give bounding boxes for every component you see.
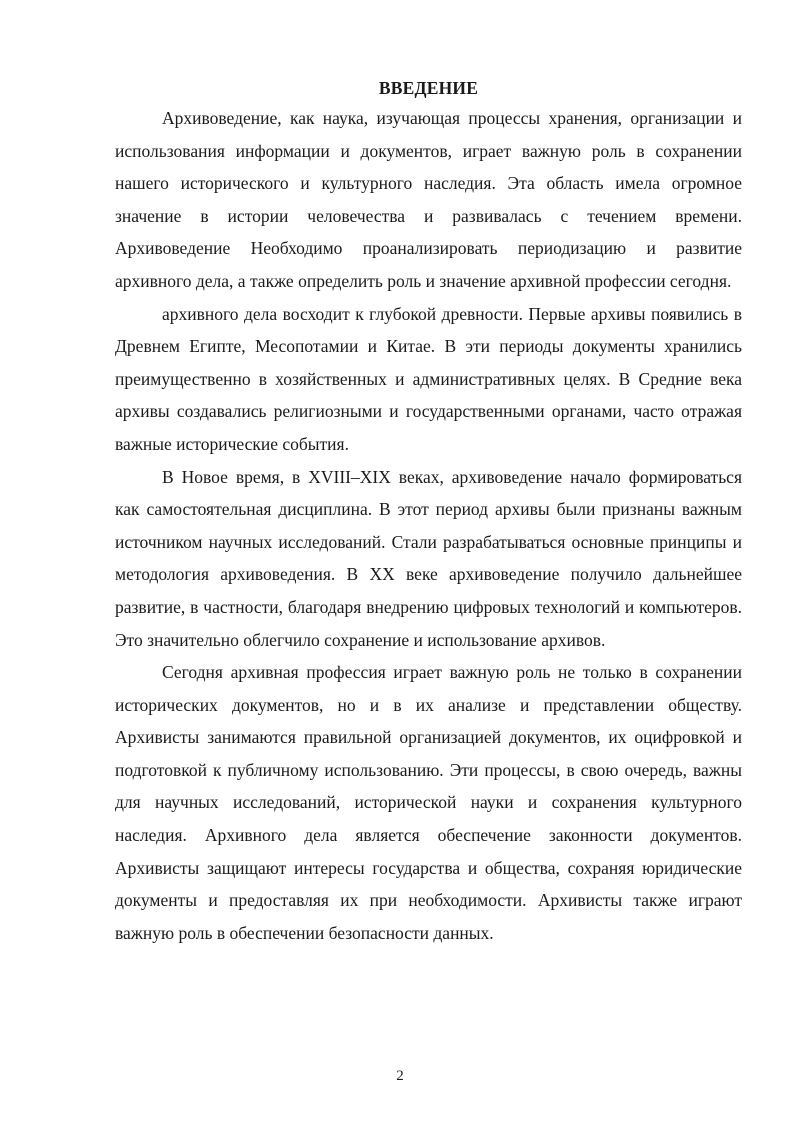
paragraph-ancient-archives: архивного дела восходит к глубокой древности. Первые архивы появились в Древнем Египте, Месопотамии и Китае. В эти периоды документы хранились преимущественно в хозяйственных и административных целях. В Средние века архивы создавались религиозными и государственными органами, часто отражая важные исторические события. — [115, 303, 742, 454]
paragraph-today: Сегодня архивная профессия играет важную роль не только в сохранении исторических документов, но и в их анализе и представлении обществу. Архивисты занимаются правильной организацией документов, их оцифровкой и подготовкой к публичному использованию. Эти процессы, в свою очередь, важны для научных исследований, исторической науки и сохранения культурного наследия. Архивного дела является обеспечение законности документов. Архивисты защищают интересы государства и общества, сохраняя юридические документы и предоставляя их при необходимости. Архивисты также играют важную роль в обеспечении безопасности данных. — [115, 662, 742, 943]
paragraph-modern-era: В Новое время, в XVIII–XIX веках, архивоведение начало формироваться как самостоятельная дисциплина. В этот период архивы были признаны важным источником научных исследований. Стали разрабатываться основные принципы и методология архивоведения. В XX веке архивоведение получило дальнейшее развитие, в частности, благодаря внедрению цифровых технологий и компьютеров. Это значительно облегчило сохранение и использование архивов. — [115, 466, 742, 650]
page-number: 2 — [396, 1068, 404, 1084]
section-heading: ВВЕДЕНИЕ — [378, 78, 479, 98]
paragraph-intro: Архивоведение, как наука, изучающая процессы хранения, организации и использования информации и документов, играет важную роль в сохранении нашего исторического и культурного наследия. Эта область имела огромное значение в истории человечества и развивалась с течением времени. Архивоведение Необходимо проанализировать периодизацию и развитие архивного дела, а также определить роль и значение архивной профессии сегодня. — [115, 108, 742, 291]
page-content — [115, 74, 742, 949]
